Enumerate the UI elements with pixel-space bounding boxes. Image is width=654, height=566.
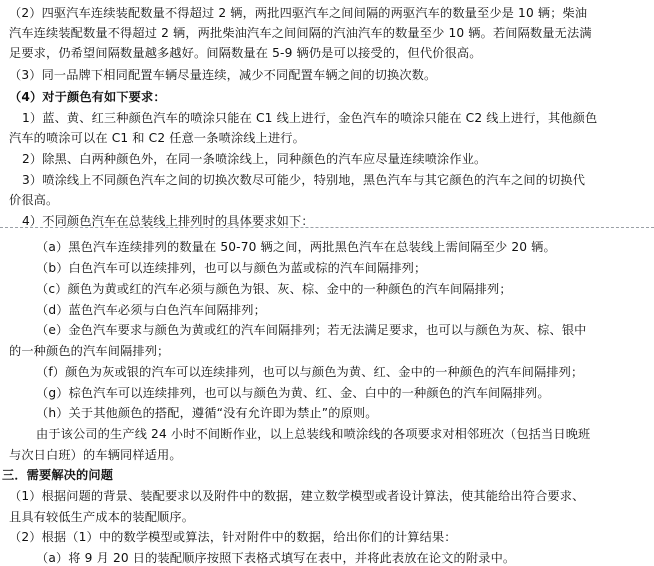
paragraph-line: （2）根据（1）中的数学模型或算法，针对附件中的数据，给出你们的计算结果： [9,530,457,544]
list-item: （c）颜色为黄或红的汽车必须与颜色为银、灰、棕、金中的一种颜色的汽车间隔排列； [36,282,512,296]
paragraph-line: （3）同一品牌下相同配置车辆尽量连续，减少不同配置车辆之间的切换次数。 [9,68,437,82]
paragraph-line: 1）蓝、黄、红三种颜色汽车的喷涂只能在 C1 线上进行，金色汽车的喷涂只能在 C2 线上进行，其他颜色 [22,111,598,125]
list-item: （a）黑色汽车连续排列的数量在 50-70 辆之间，两批黑色汽车在总装线上需间隔至少 20 辆。 [36,240,556,254]
list-item: （e）金色汽车要求与颜色为黄或红的汽车间隔排列；若无法满足要求，也可以与颜色为灰、棕、银中 [36,323,587,337]
paragraph-line: 足要求，仍希望间隔数量越多越好。间隔数量在 5-9 辆仍是可以接受的，但代价很高。 [9,46,482,60]
list-item: （f）颜色为灰或银的汽车可以连续排列，也可以与颜色为黄、红、金中的一种颜色的汽车间隔排列； [36,365,584,379]
paragraph-line: 且具有较低生产成本的装配顺序。 [9,510,195,524]
list-item: （h）关于其他颜色的搭配，遵循“没有允许即为禁止”的原则。 [36,406,378,420]
paragraph-line: （2）四驱汽车连续装配数量不得超过 2 辆，两批四驱汽车之间间隔的两驱汽车的数量至少是 10 辆；柴油 [9,6,588,20]
page-divider [0,227,654,228]
paragraph-line: 4）不同颜色汽车在总装线上排列时的具体要求如下： [22,214,314,228]
paragraph-line: 3）喷涂线上不同颜色汽车之间的切换次数尽可能少，特别地，黑色汽车与其它颜色的汽车之间的切换代 [22,173,586,187]
list-item: （d）蓝色汽车必须与白色汽车间隔排列； [36,303,266,317]
paragraph-line: 由于该公司的生产线 24 小时不间断作业，以上总装线和喷涂线的各项要求对相邻班次（包括当日晚班 [36,427,591,441]
paragraph-line: 汽车连续装配数量不得超过 2 辆，两批柴油汽车之间间隔的汽油汽车的数量至少 10 辆。若间隔数量无法满 [9,26,592,40]
list-item: （g）棕色汽车可以连续排列，也可以与颜色为黄、红、金、白中的一种颜色的汽车间隔排列。 [36,386,550,400]
list-item: （b）白色汽车可以连续排列，也可以与颜色为蓝或棕的汽车间隔排列； [36,261,427,275]
section-heading: 三．需要解决的问题 [2,468,114,482]
paragraph-line: 价很高。 [9,193,59,207]
list-item: 的一种颜色的汽车间隔排列； [9,344,170,358]
paragraph-line: 汽车的喷涂可以在 C1 和 C2 任意一条喷涂线上进行。 [9,131,305,145]
list-item: （a）将 9 月 20 日的装配顺序按照下表格式填写在表中，并将此表放在论文的附录中。 [36,551,516,565]
paragraph-line: 与次日白班）的车辆同样适用。 [9,448,182,462]
paragraph-line: （1）根据问题的背景、装配要求以及附件中的数据，建立数学模型或者设计算法，使其能给出符合要求、 [9,489,585,503]
paragraph-line: 2）除黑、白两种颜色外，在同一条喷涂线上，同种颜色的汽车应尽量连续喷涂作业。 [22,152,487,166]
section-heading: （4）对于颜色有如下要求： [9,90,166,104]
